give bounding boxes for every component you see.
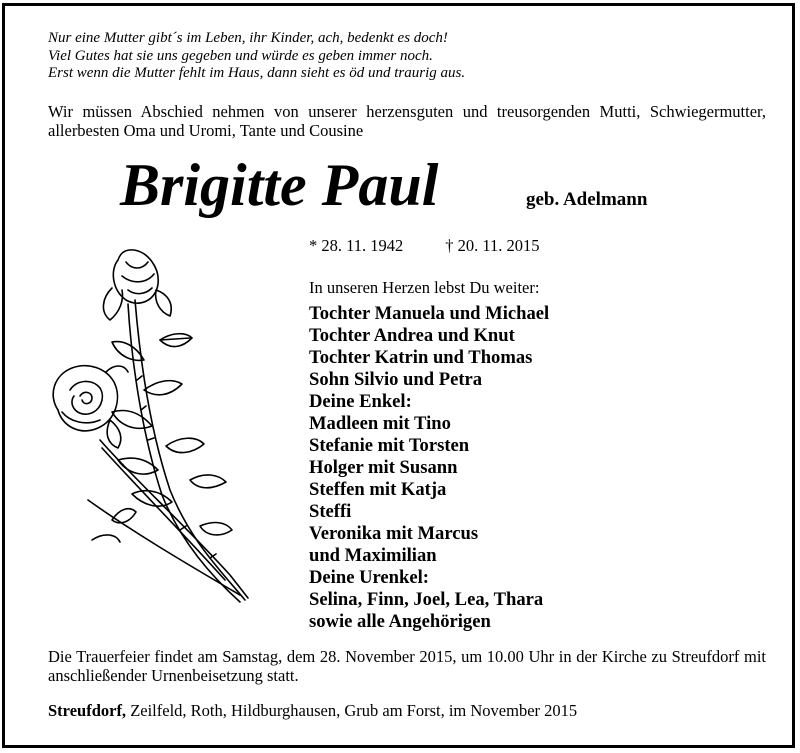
birth-date: * 28. 11. 1942 (309, 236, 404, 255)
family-line: und Maximilian (309, 545, 437, 566)
family-list (309, 303, 549, 633)
life-dates (309, 236, 540, 256)
deceased-name: Brigitte Paul (120, 152, 439, 218)
family-line: Deine Urenkel: (309, 567, 429, 588)
family-line: Selina, Finn, Joel, Lea, Thara (309, 589, 544, 610)
rose-drawing-icon (40, 240, 260, 610)
poem-line: Nur eine Mutter gibt´s im Leben, ihr Kinder, ach, bedenkt es doch! (48, 30, 448, 46)
family-line: Tochter Andrea und Knut (309, 325, 515, 346)
family-line: Steffi (309, 501, 352, 522)
family-line: sowie alle Angehörigen (309, 611, 491, 632)
family-line: Tochter Manuela und Michael (309, 303, 550, 324)
family-line: Madleen mit Tino (309, 413, 451, 434)
intro-text: Wir müssen Abschied nehmen von unserer herzensguten und treusorgenden Mutti, Schwiegermutter, allerbesten Oma und Uromi, Tante und Cousine (48, 102, 766, 140)
poem-line: Viel Gutes hat sie uns gegeben und würde es geben immer noch. (48, 47, 433, 64)
death-date: † 20. 11. 2015 (445, 236, 540, 255)
place-line (48, 701, 577, 721)
place-town: Streufdorf, (48, 701, 127, 720)
birth-name: geb. Adelmann (526, 189, 648, 210)
family-line: Deine Enkel: (309, 391, 412, 412)
place-rest: Zeilfeld, Roth, Hildburghausen, Grub am Forst, im November 2015 (126, 701, 578, 720)
family-line: Veronika mit Marcus (309, 523, 479, 544)
poem-line: Erst wenn die Mutter fehlt im Haus, dann sieht es öd und traurig aus. (48, 65, 466, 81)
funeral-notice: Die Trauerfeier findet am Samstag, dem 28. November 2015, um 10.00 Uhr in der Kirche zu Streufdorf mit anschließender Urnenbeisetzung statt. (48, 647, 766, 685)
poem (48, 30, 768, 83)
family-line: Tochter Katrin und Thomas (309, 347, 533, 368)
family-line: Steffen mit Katja (309, 479, 447, 500)
family-line: Sohn Silvio und Petra (309, 369, 483, 390)
hearts-line: In unseren Herzen lebst Du weiter: (309, 278, 540, 297)
family-line: Stefanie mit Torsten (309, 435, 470, 456)
family-line: Holger mit Susann (309, 457, 458, 478)
